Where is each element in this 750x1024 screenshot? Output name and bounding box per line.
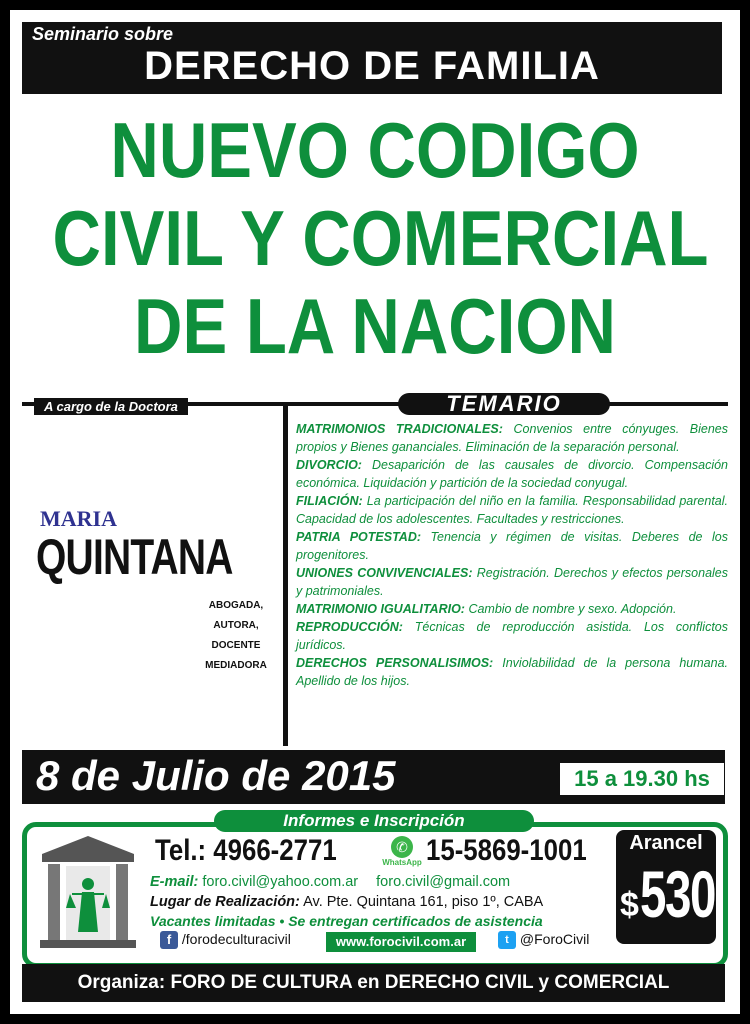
email-label: E-mail: xyxy=(150,874,199,890)
speaker-role: ABOGADA, xyxy=(208,600,264,611)
temario-item xyxy=(296,420,728,456)
speaker-first-name: MARIA xyxy=(40,506,117,531)
facebook-line xyxy=(160,931,291,949)
temario-item-text: Inviolabilidad de la persona humana. Apellido de los hijos. xyxy=(296,656,729,688)
temario-item xyxy=(296,456,728,492)
temario-item xyxy=(296,528,728,564)
temario-item xyxy=(296,618,728,654)
venue-label: Lugar de Realización: xyxy=(150,894,300,910)
temario-item-text: Desaparición de las causales de divorcio. Compensación económica. Liquidación y partición de la sociedad conyugal. xyxy=(296,458,728,490)
venue-line xyxy=(150,894,543,910)
temario-item xyxy=(296,654,728,690)
whatsapp-icon: ✆ xyxy=(391,836,413,858)
notice-line: Vacantes limitadas • Se entregan certificados de asistencia xyxy=(150,913,543,929)
temario-item-head: UNIONES CONVIVENCIALES: xyxy=(296,566,473,580)
temario-item-head: DERECHOS PERSONALISIMOS: xyxy=(296,656,494,670)
temario-item xyxy=(296,564,728,600)
temario-item-text: Técnicas de reproducción asistida. Los conflictos jurídicos. xyxy=(296,620,728,652)
temario-title: TEMARIO xyxy=(398,393,610,415)
website: www.forocivil.com.ar xyxy=(326,932,476,952)
organizer-footer: Organiza: FORO DE CULTURA en DERECHO CIVIL y COMERCIAL xyxy=(22,964,725,1002)
fee-amount: 530 xyxy=(640,857,715,931)
headline-line-3: DE LA NACION xyxy=(134,282,616,370)
temario-item-head: MATRIMONIO IGUALITARIO: xyxy=(296,602,465,616)
venue-address: Av. Pte. Quintana 161, piso 1º, CABA xyxy=(303,894,544,910)
speaker-role: AUTORA, xyxy=(213,620,259,631)
speaker-roles xyxy=(196,596,276,676)
temario-item-head: DIVORCIO: xyxy=(296,458,362,472)
facebook-handle: /forodeculturacivil xyxy=(181,931,291,947)
twitter-handle: @ForoCivil xyxy=(519,931,590,947)
mobile-number: 15-5869-1001 xyxy=(426,834,587,867)
event-date: 8 de Julio de 2015 xyxy=(36,752,396,799)
poster xyxy=(10,10,740,1014)
temario-item-text: Cambio de nombre y sexo. Adopción. xyxy=(464,602,677,616)
speaker-role: DOCENTE xyxy=(211,640,261,651)
temario-item-text: Tenencia y régimen de visitas. Deberes de los progenitores. xyxy=(296,530,728,562)
twitter-icon: t xyxy=(498,931,516,949)
fee-label: Arancel xyxy=(629,832,703,854)
twitter-line xyxy=(498,931,589,949)
whatsapp-badge xyxy=(382,836,422,867)
temario-list xyxy=(296,420,728,690)
speaker-intro: A cargo de la Doctora xyxy=(34,398,188,415)
temario-item-text: La participación del niño en la familia. Responsabilidad parental. Capacidad de los adolescentes. Facultades y restricciones. xyxy=(296,494,728,526)
headline-line-2: CIVIL Y COMERCIAL xyxy=(52,194,709,282)
header-subtitle: Seminario sobre xyxy=(32,24,174,44)
facebook-icon: f xyxy=(160,931,178,949)
speaker-last-name: QUINTANA xyxy=(36,529,233,585)
phone-number: Tel.: 4966-2771 xyxy=(155,834,337,867)
column-divider xyxy=(283,406,288,746)
temario-item-head: PATRIA POTESTAD: xyxy=(296,530,422,544)
temario-item-text: Registración. Derechos y efectos personales y patrimoniales. xyxy=(296,566,729,598)
headline-line-1: NUEVO CODIGO xyxy=(110,106,640,194)
speaker-role: MEDIADORA xyxy=(205,660,267,671)
email-line xyxy=(150,874,510,890)
temario-item-text: Convenios entre cónyuges. Bienes propios y Bienes gananciales. Eliminación de la separación personal. xyxy=(296,422,728,454)
event-time: 15 a 19.30 hs xyxy=(560,763,724,795)
info-title: Informes e Inscripción xyxy=(214,810,534,832)
temario-item-head: FILIACIÓN: xyxy=(296,494,363,508)
temario-item xyxy=(296,600,728,618)
whatsapp-label: WhatsApp xyxy=(382,858,422,867)
header-title: DERECHO DE FAMILIA xyxy=(144,44,600,88)
email-address-1: foro.civil@yahoo.com.ar xyxy=(202,874,359,890)
temario-item xyxy=(296,492,728,528)
email-address-2: foro.civil@gmail.com xyxy=(376,874,511,890)
temario-item-head: MATRIMONIOS TRADICIONALES: xyxy=(296,422,503,436)
courthouse-icon xyxy=(36,832,140,956)
fee-currency: $ xyxy=(620,886,639,924)
temario-item-head: REPRODUCCIÓN: xyxy=(296,620,403,634)
